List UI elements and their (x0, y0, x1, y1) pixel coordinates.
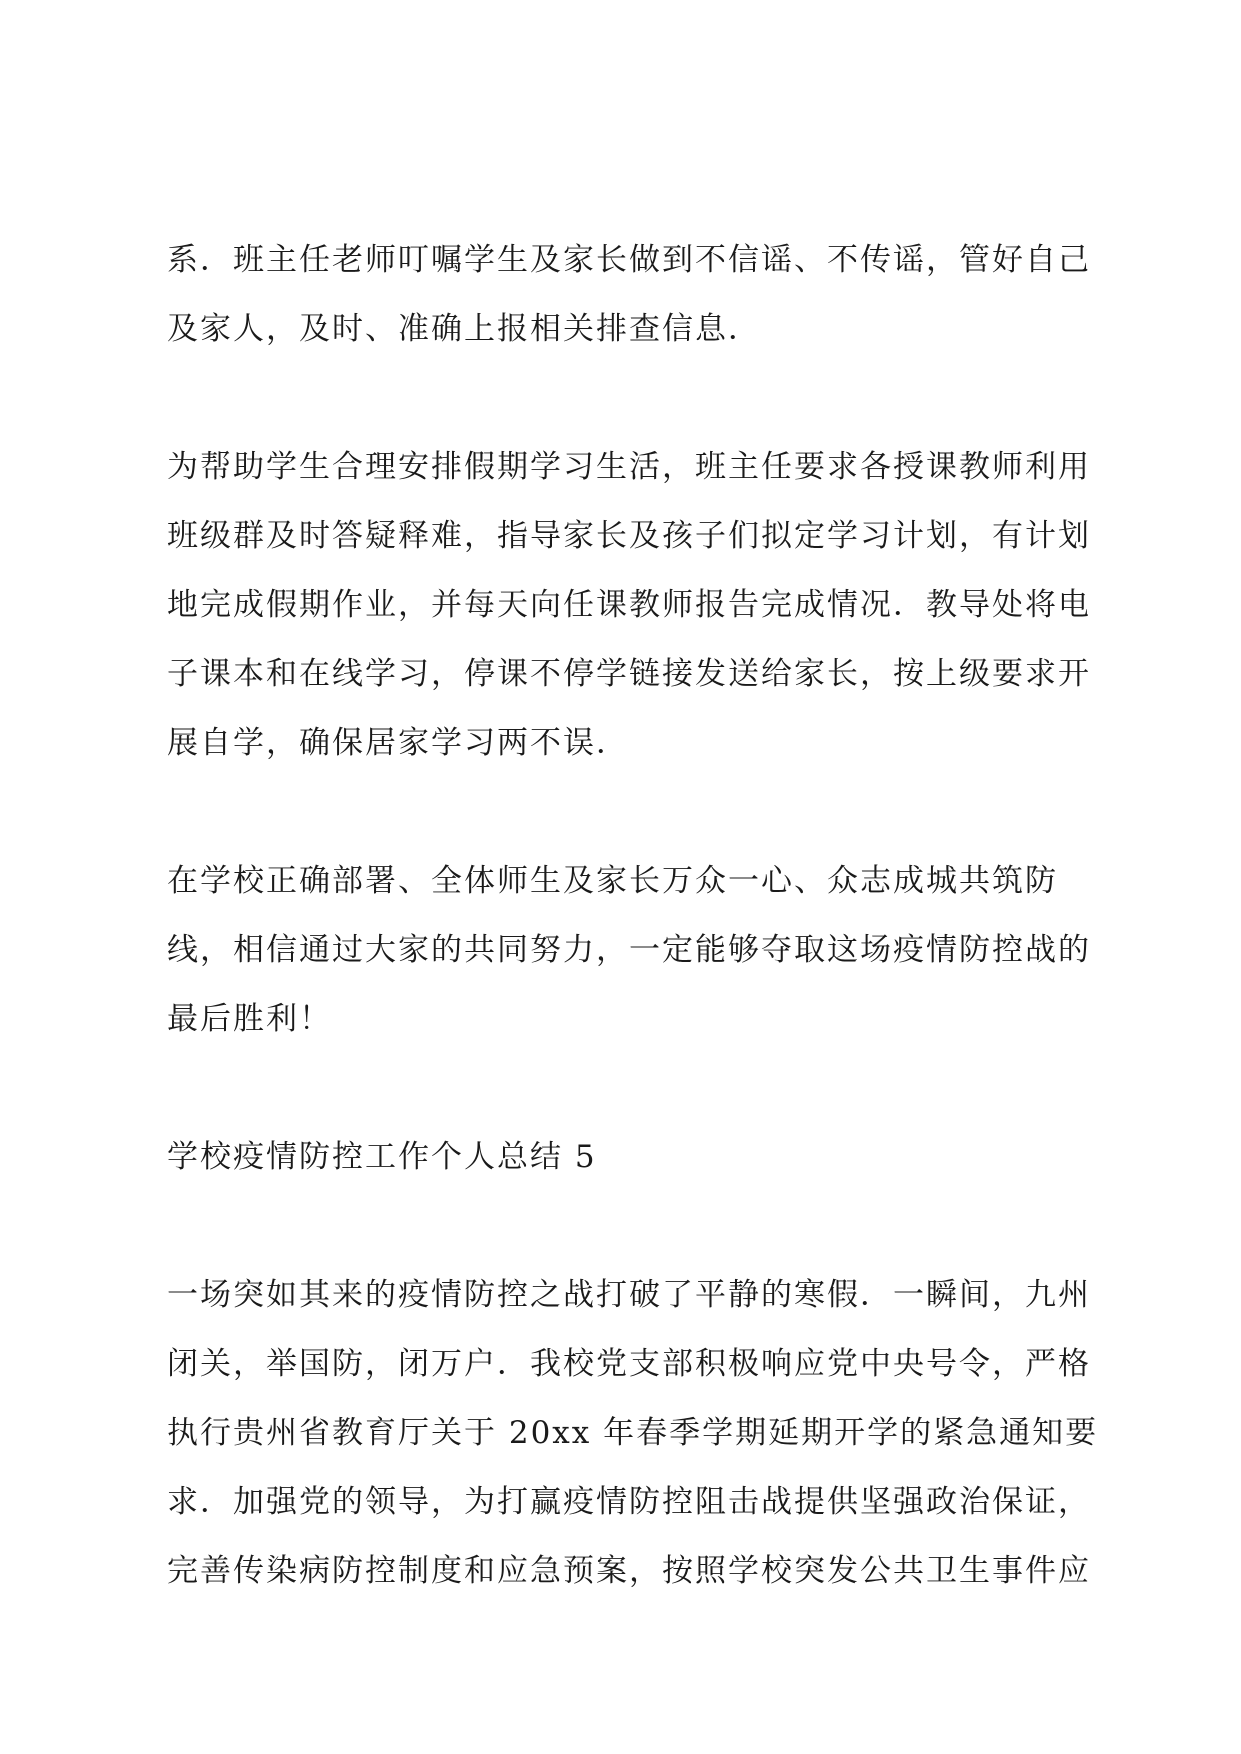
paragraph-spacer (167, 778, 1087, 847)
text-line: 为帮助学生合理安排假期学习生活，班主任要求各授课教师利用 (167, 449, 1091, 485)
paragraph-4 (167, 1261, 1099, 1606)
text-line: 系．班主任老师叮嘱学生及家长做到不信谣、不传谣，管好自己 (167, 242, 1091, 278)
text-line: 班级群及时答疑释难，指导家长及孩子们拟定学习计划，有计划 (167, 518, 1091, 554)
paragraph-spacer (167, 364, 1087, 433)
text-line: 子课本和在线学习，停课不停学链接发送给家长，按上级要求开 (167, 656, 1091, 692)
paragraph-2 (167, 433, 1091, 778)
section-heading: 学校疫情防控工作个人总结 5 (167, 1139, 597, 1175)
document-body (167, 226, 1099, 1606)
text-line: 执行贵州省教育厅关于 20xx 年春季学期延期开学的紧急通知要 (167, 1415, 1099, 1451)
text-line: 线，相信通过大家的共同努力，一定能够夺取这场疫情防控战的 (167, 932, 1091, 968)
text-line: 及家人，及时、准确上报相关排查信息． (167, 311, 761, 347)
text-line: 最后胜利！ (167, 1001, 332, 1037)
text-line: 闭关，举国防，闭万户．我校党支部积极响应党中央号令，严格 (167, 1346, 1091, 1382)
text-line: 完善传染病防控制度和应急预案，按照学校突发公共卫生事件应 (167, 1553, 1091, 1589)
paragraph-spacer (167, 1192, 1087, 1261)
text-line: 在学校正确部署、全体师生及家长万众一心、众志成城共筑防 (167, 863, 1058, 899)
text-line: 展自学，确保居家学习两不误． (167, 725, 629, 761)
text-line: 一场突如其来的疫情防控之战打破了平静的寒假．一瞬间，九州 (167, 1277, 1091, 1313)
paragraph-spacer (167, 1054, 1087, 1123)
text-line: 求．加强党的领导，为打赢疫情防控阻击战提供坚强政治保证， (167, 1484, 1091, 1520)
paragraph-3 (167, 847, 1091, 1054)
text-line: 地完成假期作业，并每天向任课教师报告完成情况．教导处将电 (167, 587, 1091, 623)
paragraph-1 (167, 226, 1091, 364)
